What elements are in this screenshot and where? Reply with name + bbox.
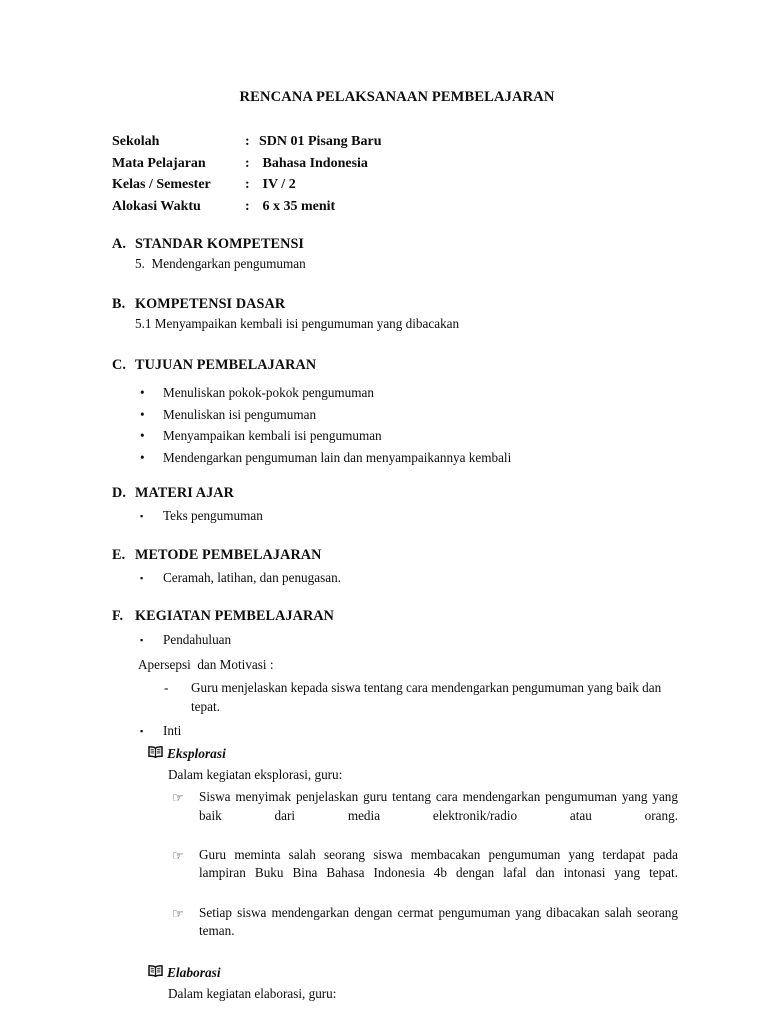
eksplorasi-item	[172, 846, 678, 902]
identity-label-kelas-semester: Kelas / Semester	[112, 177, 211, 192]
section-a-heading	[112, 235, 678, 254]
list-item	[140, 505, 678, 527]
identity-colon-sekolah: :	[245, 134, 250, 149]
section-d	[112, 484, 678, 527]
list-item	[140, 567, 678, 589]
subsection-pendahuluan-label: Pendahuluan	[163, 632, 232, 647]
identity-label-alokasi-waktu: Alokasi Waktu	[112, 198, 201, 214]
open-book-icon	[148, 746, 167, 758]
identity-value-mata-pelajaran: Bahasa Indonesia	[259, 155, 368, 171]
section-b-item: 5.1 Menyampaikan kembali isi pengumuman yang dibacakan	[135, 316, 460, 331]
section-a	[112, 235, 678, 273]
section-c-title: TUJUAN PEMBELAJARAN	[135, 357, 317, 373]
bullet-square-icon: ▪	[140, 573, 144, 583]
section-a-title: STANDAR KOMPETENSI	[135, 236, 305, 252]
section-c-list	[140, 382, 678, 468]
identity-label-sekolah: Sekolah	[112, 134, 160, 149]
eksplorasi-item	[172, 904, 678, 960]
section-a-item: 5. Mendengarkan pengumuman	[135, 256, 306, 271]
identity-row-sekolah	[112, 131, 382, 153]
section-e	[112, 546, 678, 589]
list-item	[140, 447, 678, 469]
section-c-heading	[112, 356, 678, 375]
bullet-dot-icon: •	[140, 428, 145, 443]
pointing-hand-icon: ☞	[172, 790, 184, 805]
identity-colon-alokasi-waktu: :	[245, 198, 250, 214]
section-f-letter: F.	[112, 608, 124, 624]
section-f-title: KEGIATAN PEMBELAJARAN	[135, 608, 335, 624]
bullet-dash-icon: -	[164, 680, 169, 695]
pointing-hand-icon: ☞	[172, 847, 184, 863]
list-item-label: Menuliskan isi pengumuman	[163, 406, 317, 422]
section-d-list	[140, 505, 678, 527]
section-d-letter: D.	[112, 485, 126, 501]
list-item-label: Mendengarkan pengumuman lain dan menyampaikannya kembali	[163, 449, 512, 465]
section-d-heading	[112, 484, 678, 503]
list-item	[140, 404, 678, 426]
eksplorasi-heading	[148, 743, 678, 764]
identity-block	[112, 131, 382, 217]
identity-value-alokasi-waktu: 6 x 35 menit	[259, 198, 336, 214]
list-item	[140, 382, 678, 404]
section-d-title: MATERI AJAR	[135, 485, 234, 501]
elaborasi-heading	[148, 962, 678, 983]
eksplorasi-item	[172, 788, 678, 844]
section-b	[112, 295, 678, 333]
bullet-dot-icon: •	[140, 385, 145, 400]
eksplorasi-item-label: Guru meminta salah seorang siswa membacakan pengumuman yang terdapat pada lampiran Buku Bina Bahasa Indonesia 4b dengan lafal dan intonasi yang tepat.	[199, 846, 678, 881]
eksplorasi-item-label: Setiap siswa mendengarkan dengan cermat pengumuman yang dibacakan salah seorang teman.	[199, 904, 678, 939]
section-b-heading	[112, 295, 678, 314]
identity-row-kelas-semester	[112, 174, 382, 196]
section-e-title: METODE PEMBELAJARAN	[135, 547, 322, 563]
identity-colon-mata-pelajaran: :	[245, 155, 250, 171]
section-c-letter: C.	[112, 357, 126, 373]
section-b-title: KOMPETENSI DASAR	[135, 296, 286, 312]
section-e-heading	[112, 546, 678, 565]
section-a-letter: A.	[112, 236, 126, 252]
elaborasi-heading-label: Elaborasi	[167, 965, 221, 981]
bullet-dot-icon: •	[140, 406, 145, 422]
identity-label-mata-pelajaran: Mata Pelajaran	[112, 155, 206, 171]
list-item-label: Menuliskan pokok-pokok pengumuman	[163, 385, 374, 400]
section-b-letter: B.	[112, 296, 126, 312]
bullet-square-icon: ▪	[140, 635, 144, 645]
identity-value-kelas-semester: IV / 2	[259, 177, 296, 192]
bullet-square-icon: ▪	[140, 726, 144, 736]
list-item-label: Menyampaikan kembali isi pengumuman	[163, 428, 382, 443]
identity-value-sekolah: SDN 01 Pisang Baru	[259, 134, 382, 149]
section-f	[112, 607, 678, 1004]
open-book-icon	[148, 965, 167, 977]
eksplorasi-item-label: Siswa menyimak penjelaskan guru tentang cara mendengarkan pengumuman yang yang baik dari media elektronik/radio atau orang.	[199, 789, 678, 823]
identity-row-alokasi-waktu	[112, 196, 382, 218]
list-item	[140, 425, 678, 447]
section-e-list	[140, 567, 678, 589]
subsection-inti-label: Inti	[163, 723, 182, 738]
eksplorasi-intro: Dalam kegiatan eksplorasi, guru:	[168, 767, 343, 782]
section-e-letter: E.	[112, 547, 126, 563]
section-f-heading	[112, 607, 678, 626]
eksplorasi-heading-label: Eksplorasi	[167, 746, 226, 761]
identity-colon-kelas-semester: :	[245, 177, 250, 192]
list-item-label: Teks pengumuman	[163, 508, 263, 523]
bullet-square-icon: ▪	[140, 511, 144, 521]
pointing-hand-icon: ☞	[172, 905, 184, 921]
elaborasi-intro: Dalam kegiatan elaborasi, guru:	[168, 986, 337, 1002]
bullet-dot-icon: •	[140, 449, 145, 465]
apersepsi-item	[164, 679, 678, 716]
identity-row-mata-pelajaran	[112, 153, 382, 175]
subsection-pendahuluan	[140, 629, 678, 650]
apersepsi-label: Apersepsi dan Motivasi :	[138, 657, 274, 672]
subsection-inti	[140, 720, 678, 741]
apersepsi-item-label: Guru menjelaskan kepada siswa tentang cara mendengarkan pengumuman yang baik dan tepat.	[191, 680, 662, 714]
section-c	[112, 356, 678, 468]
list-item-label: Ceramah, latihan, dan penugasan.	[163, 570, 341, 585]
page-title: RENCANA PELAKSANAAN PEMBELAJARAN	[239, 89, 555, 105]
